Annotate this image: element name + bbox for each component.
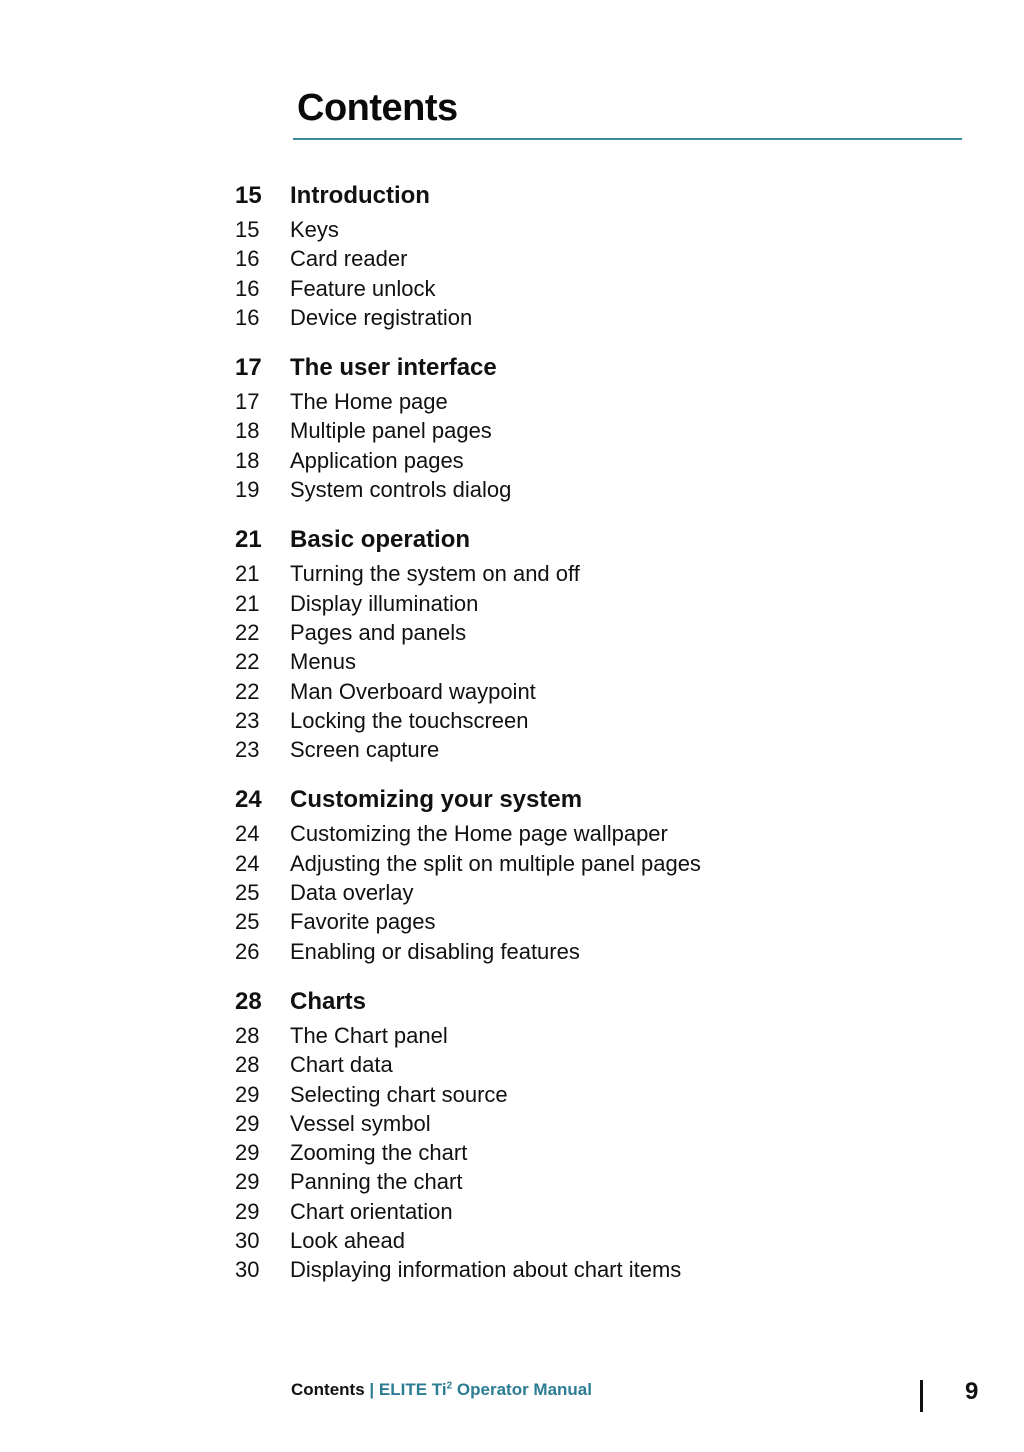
toc-entry[interactable] [235, 1111, 975, 1140]
toc-entry-label: Multiple panel pages [290, 418, 492, 444]
toc-entry[interactable] [235, 821, 975, 850]
toc-page-number: 18 [235, 447, 260, 473]
toc-page-number: 23 [235, 737, 260, 763]
toc-chapter-heading[interactable] [235, 182, 975, 217]
toc-entry[interactable] [235, 418, 975, 447]
toc-page-number: 17 [235, 354, 262, 382]
toc-page-number: 28 [235, 987, 262, 1015]
toc-entry[interactable] [235, 1023, 975, 1052]
toc-entry-label: Vessel symbol [290, 1110, 431, 1136]
toc-entry-label: Chart data [290, 1052, 393, 1078]
title-divider [293, 138, 962, 140]
toc-heading-label: Introduction [290, 182, 430, 209]
toc-entry-label: Menus [290, 649, 357, 675]
toc-entry-label: Favorite pages [290, 909, 436, 935]
toc-entry-label: Turning the system on and off [290, 561, 580, 587]
toc-entry[interactable] [235, 448, 975, 477]
toc-entry-label: Card reader [290, 246, 408, 272]
toc-entry[interactable] [235, 880, 975, 909]
toc-entry[interactable] [235, 1052, 975, 1081]
toc-entry-label: The Home page [290, 389, 448, 415]
toc-page-number: 30 [235, 1228, 260, 1254]
toc-entry-label: Selecting chart source [290, 1081, 508, 1107]
toc-page-number: 30 [235, 1257, 260, 1283]
toc-chapter-heading[interactable] [235, 526, 975, 561]
toc-entry-label: Keys [290, 217, 339, 242]
toc-entry[interactable] [235, 1228, 975, 1257]
footer-running-title [291, 1380, 592, 1400]
footer-section: Contents [291, 1380, 365, 1399]
toc-entry[interactable] [235, 851, 975, 880]
toc-page-number: 22 [235, 678, 260, 704]
toc-page-number: 26 [235, 938, 260, 964]
toc-page-number: 29 [235, 1110, 260, 1136]
toc-entry[interactable] [235, 649, 975, 678]
toc-entry-label: Customizing the Home page wallpaper [290, 821, 668, 847]
toc-entry[interactable] [235, 389, 975, 418]
toc-page-number: 19 [235, 477, 260, 503]
toc-entry[interactable] [235, 561, 975, 590]
toc-section [235, 354, 975, 506]
toc-page-number: 16 [235, 275, 260, 301]
toc-page-number: 15 [235, 217, 260, 242]
toc-section [235, 988, 975, 1287]
toc-entry[interactable] [235, 939, 975, 968]
toc-entry-label: Locking the touchscreen [290, 707, 529, 733]
toc-page-number: 28 [235, 1022, 260, 1048]
toc-chapter-heading[interactable] [235, 354, 975, 389]
toc-entry[interactable] [235, 909, 975, 938]
toc-entry-label: Screen capture [290, 737, 440, 763]
toc-page-number: 22 [235, 619, 260, 645]
page-number: 9 [965, 1378, 979, 1405]
page-title: Contents [297, 87, 458, 129]
toc-page-number: 29 [235, 1081, 260, 1107]
toc-section [235, 786, 975, 967]
toc-page-number: 16 [235, 246, 260, 272]
toc-heading-label: The user interface [290, 354, 497, 382]
toc-entry[interactable] [235, 620, 975, 649]
toc-entry-label: Display illumination [290, 590, 479, 616]
toc-entry[interactable] [235, 246, 975, 275]
footer-divider-bar [920, 1380, 923, 1412]
toc-entry-label: Man Overboard waypoint [290, 678, 536, 704]
toc-entry[interactable] [235, 708, 975, 737]
footer-separator: | [369, 1380, 375, 1399]
toc-page-number: 24 [235, 786, 262, 814]
toc-page-number: 25 [235, 909, 260, 935]
toc-entry[interactable] [235, 1169, 975, 1198]
toc-entry[interactable] [235, 1199, 975, 1228]
toc-page-number: 15 [235, 182, 262, 209]
toc-entry-label: Displaying information about chart items [290, 1257, 682, 1283]
toc-entry-label: Application pages [290, 447, 464, 473]
toc-entry[interactable] [235, 1257, 975, 1286]
toc-section [235, 526, 975, 766]
toc-entry-label: Pages and panels [290, 619, 467, 645]
toc-entry[interactable] [235, 737, 975, 766]
toc-entry-label: The Chart panel [290, 1022, 448, 1048]
toc-entry-label: Panning the chart [290, 1169, 463, 1195]
footer-manual-title: ELITE Ti$^2$ Operator Manual [378, 1380, 592, 1399]
toc-page-number: 16 [235, 304, 260, 330]
toc-entry[interactable] [235, 276, 975, 305]
toc-page-number: 24 [235, 850, 260, 876]
toc-page-number: 28 [235, 1052, 260, 1078]
toc-chapter-heading[interactable] [235, 786, 975, 821]
toc-entry[interactable] [235, 591, 975, 620]
toc-page-number: 22 [235, 649, 260, 675]
toc-heading-label: Charts [290, 987, 367, 1015]
toc-entry[interactable] [235, 1140, 975, 1169]
toc-entry[interactable] [235, 305, 975, 334]
table-of-contents [235, 182, 975, 1307]
toc-entry[interactable] [235, 477, 975, 506]
toc-entry[interactable] [235, 217, 975, 246]
toc-chapter-heading[interactable] [235, 988, 975, 1023]
toc-page-number: 21 [235, 561, 260, 587]
toc-section [235, 182, 975, 334]
toc-page-number: 25 [235, 880, 260, 906]
toc-entry[interactable] [235, 679, 975, 708]
toc-page-number: 21 [235, 590, 260, 616]
toc-entry-label: Data overlay [290, 880, 414, 906]
toc-entry-label: System controls dialog [290, 477, 512, 503]
toc-heading-label: Basic operation [290, 526, 471, 554]
toc-entry-label: Adjusting the split on multiple panel pages [290, 850, 701, 876]
toc-entry-label: Look ahead [290, 1228, 405, 1254]
toc-entry[interactable] [235, 1082, 975, 1111]
toc-page-number: 17 [235, 389, 260, 415]
toc-page-number: 29 [235, 1140, 260, 1166]
toc-entry-label: Chart orientation [290, 1198, 453, 1224]
toc-page-number: 21 [235, 526, 262, 554]
toc-page-number: 23 [235, 707, 260, 733]
toc-entry-label: Zooming the chart [290, 1140, 468, 1166]
toc-entry-label: Device registration [290, 304, 473, 330]
toc-entry-label: Enabling or disabling features [290, 938, 580, 964]
toc-entry-label: Feature unlock [290, 275, 436, 301]
toc-page-number: 18 [235, 418, 260, 444]
toc-heading-label: Customizing your system [290, 786, 583, 814]
toc-page-number: 29 [235, 1169, 260, 1195]
toc-page-number: 29 [235, 1198, 260, 1224]
toc-page-number: 24 [235, 821, 260, 847]
